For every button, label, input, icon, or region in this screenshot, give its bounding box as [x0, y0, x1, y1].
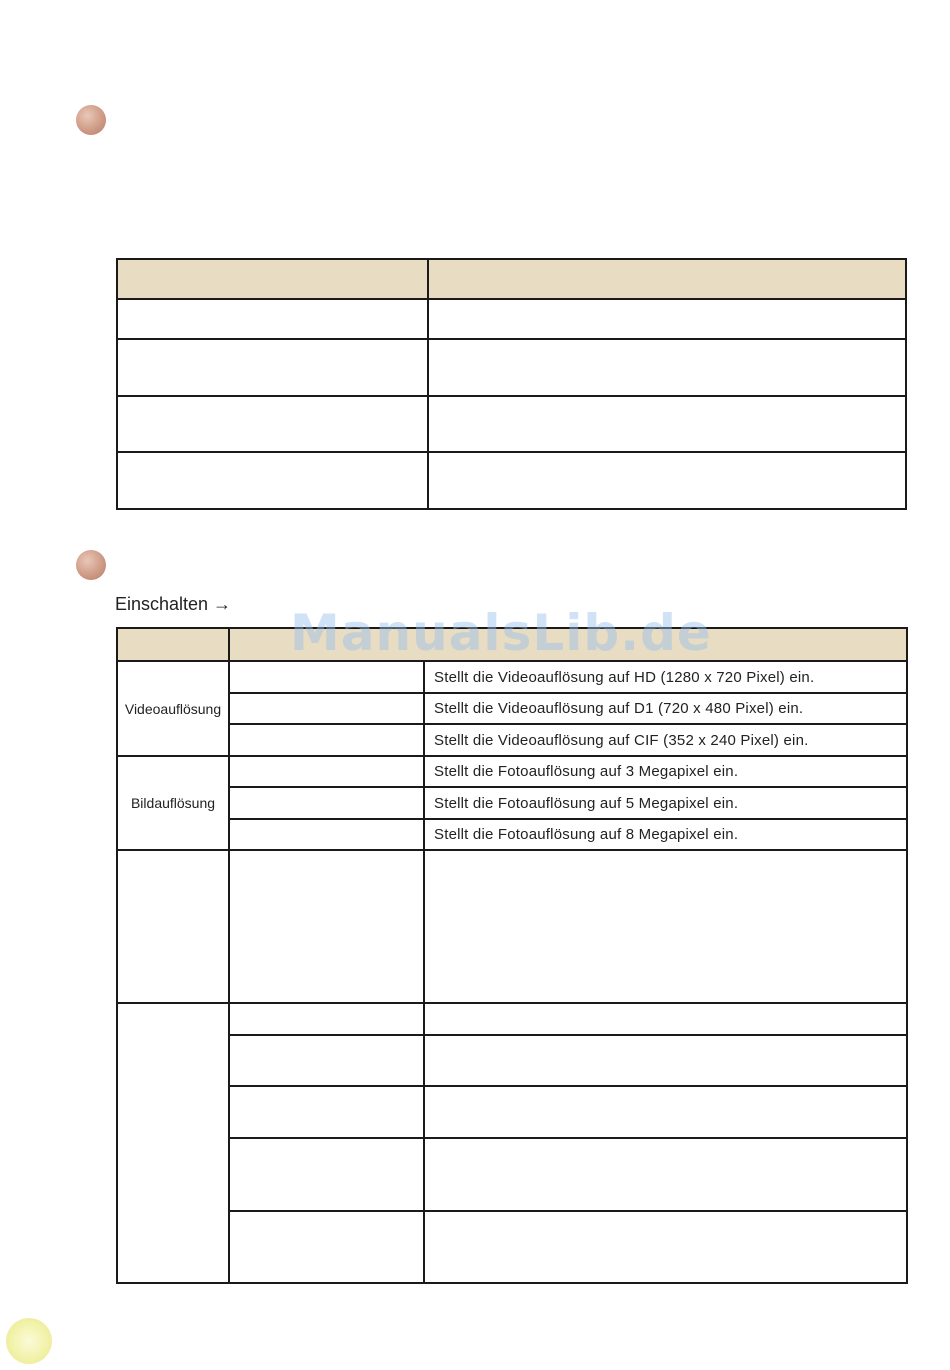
- page-number-dot: [6, 1318, 52, 1364]
- settings-table: [116, 627, 908, 1284]
- table-row: [117, 299, 906, 339]
- section-bullet-2: [76, 550, 106, 580]
- table-row: [117, 661, 907, 693]
- watermark: ManualsLib.de: [290, 604, 712, 662]
- table-row: [117, 724, 907, 756]
- settings-header-cell: [117, 628, 229, 661]
- settings-header-cell: [229, 628, 907, 661]
- table-row: [117, 1138, 907, 1211]
- option-description: Stellt die Videoauflösung auf D1 (720 x 480 Pixel) ein.: [424, 693, 907, 724]
- section-lead-text: Einschalten →: [115, 594, 232, 614]
- table-row: [117, 1211, 907, 1283]
- group-label-photo: Bildauflösung: [117, 756, 229, 850]
- overview-table: [116, 258, 907, 510]
- table-row: [117, 693, 907, 724]
- table-row: [117, 452, 906, 509]
- table-row: [117, 1003, 907, 1035]
- table-row: [117, 819, 907, 850]
- option-description: Stellt die Videoauflösung auf CIF (352 x 240 Pixel) ein.: [424, 724, 907, 756]
- table-row: [117, 339, 906, 396]
- option-description: Stellt die Fotoauflösung auf 8 Megapixel ein.: [424, 819, 907, 850]
- table-row: [117, 756, 907, 787]
- section-bullet-1: [76, 105, 106, 135]
- group-label-video: Videoauflösung: [117, 661, 229, 756]
- overview-header-cell: [428, 259, 906, 299]
- table-row: [117, 396, 906, 452]
- table-row: [117, 850, 907, 1003]
- table-row: [117, 1035, 907, 1086]
- option-description: Stellt die Fotoauflösung auf 3 Megapixel ein.: [424, 756, 907, 787]
- overview-header-cell: [117, 259, 428, 299]
- option-description: Stellt die Videoauflösung auf HD (1280 x 720 Pixel) ein.: [424, 661, 907, 693]
- option-description: Stellt die Fotoauflösung auf 5 Megapixel ein.: [424, 787, 907, 819]
- table-row: [117, 1086, 907, 1138]
- table-row: [117, 787, 907, 819]
